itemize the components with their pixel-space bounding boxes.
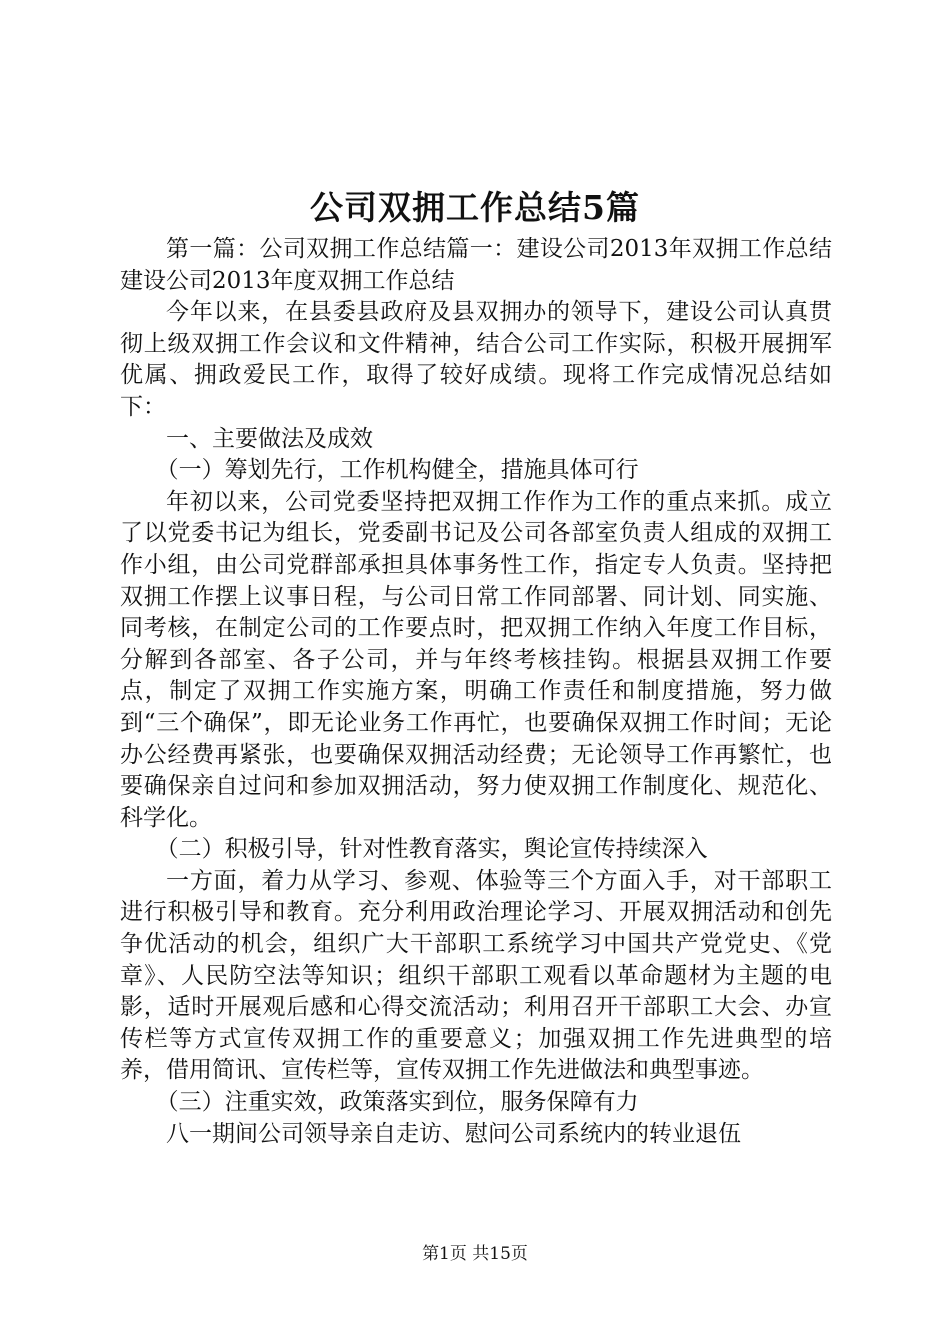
paragraph: 八一期间公司领导亲自走访、慰问公司系统内的转业退伍 — [166, 1120, 741, 1147]
document-body — [120, 234, 832, 1150]
subsection-heading: （一）筹划先行，工作机构健全，措施具体可行 — [155, 457, 639, 484]
paragraph: 第一篇：公司双拥工作总结篇一：建设公司2013年双拥工作总结建设公司2013年度双拥工作总结 — [120, 236, 832, 294]
paragraph: 一方面，着力从学习、参观、体验等三个方面入手，对干部职工进行积极引导和教育。充分利用政治理论学习、开展双拥活动和创先争优活动的机会，组织广大干部职工系统学习中国共产党党史、《党章》、人民防空法等知识；组织干部职工观看以革命题材为主题的电影，适时开展观后感和心得交流活动；利用召开干部职工大会、办宣传栏等方式宣传双拥工作的重要意义；加强双拥工作先进典型的培养，借用简讯、宣传栏等，宣传双拥工作先进做法和典型事迹。 — [120, 867, 832, 1084]
section-heading: 一、主要做法及成效 — [166, 425, 373, 452]
page-footer: 第1页 共15页 — [422, 1244, 528, 1264]
subsection-heading: （三）注重实效，政策落实到位，服务保障有力 — [155, 1089, 639, 1116]
paragraph: 今年以来，在县委县政府及县双拥办的领导下，建设公司认真贯彻上级双拥工作会议和文件精神，结合公司工作实际，积极开展拥军优属、拥政爱民工作，取得了较好成绩。现将工作完成情况总结如下： — [120, 299, 832, 420]
subsection-heading: （二）积极引导，针对性教育落实，舆论宣传持续深入 — [155, 836, 708, 863]
paragraph: 年初以来，公司党委坚持把双拥工作作为工作的重点来抓。成立了以党委书记为组长，党委副书记及公司各部室负责人组成的双拥工作小组，由公司党群部承担具体事务性工作，指定专人负责。坚持把双拥工作摆上议事日程，与公司日常工作同部署、同计划、同实施、同考核，在制定公司的工作要点时，把双拥工作纳入年度工作目标，分解到各部室、各子公司，并与年终考核挂钩。根据县双拥工作要点，制定了双拥工作实施方案，明确工作责任和制度措施，努力做到“三个确保”，即无论业务工作再忙，也要确保双拥工作时间；无论办公经费再紧张，也要确保双拥活动经费；无论领导工作再繁忙，也要确保亲自过问和参加双拥活动，努力使双拥工作制度化、规范化、科学化。 — [120, 488, 832, 831]
document-title: 公司双拥工作总结5篇 — [310, 188, 640, 227]
